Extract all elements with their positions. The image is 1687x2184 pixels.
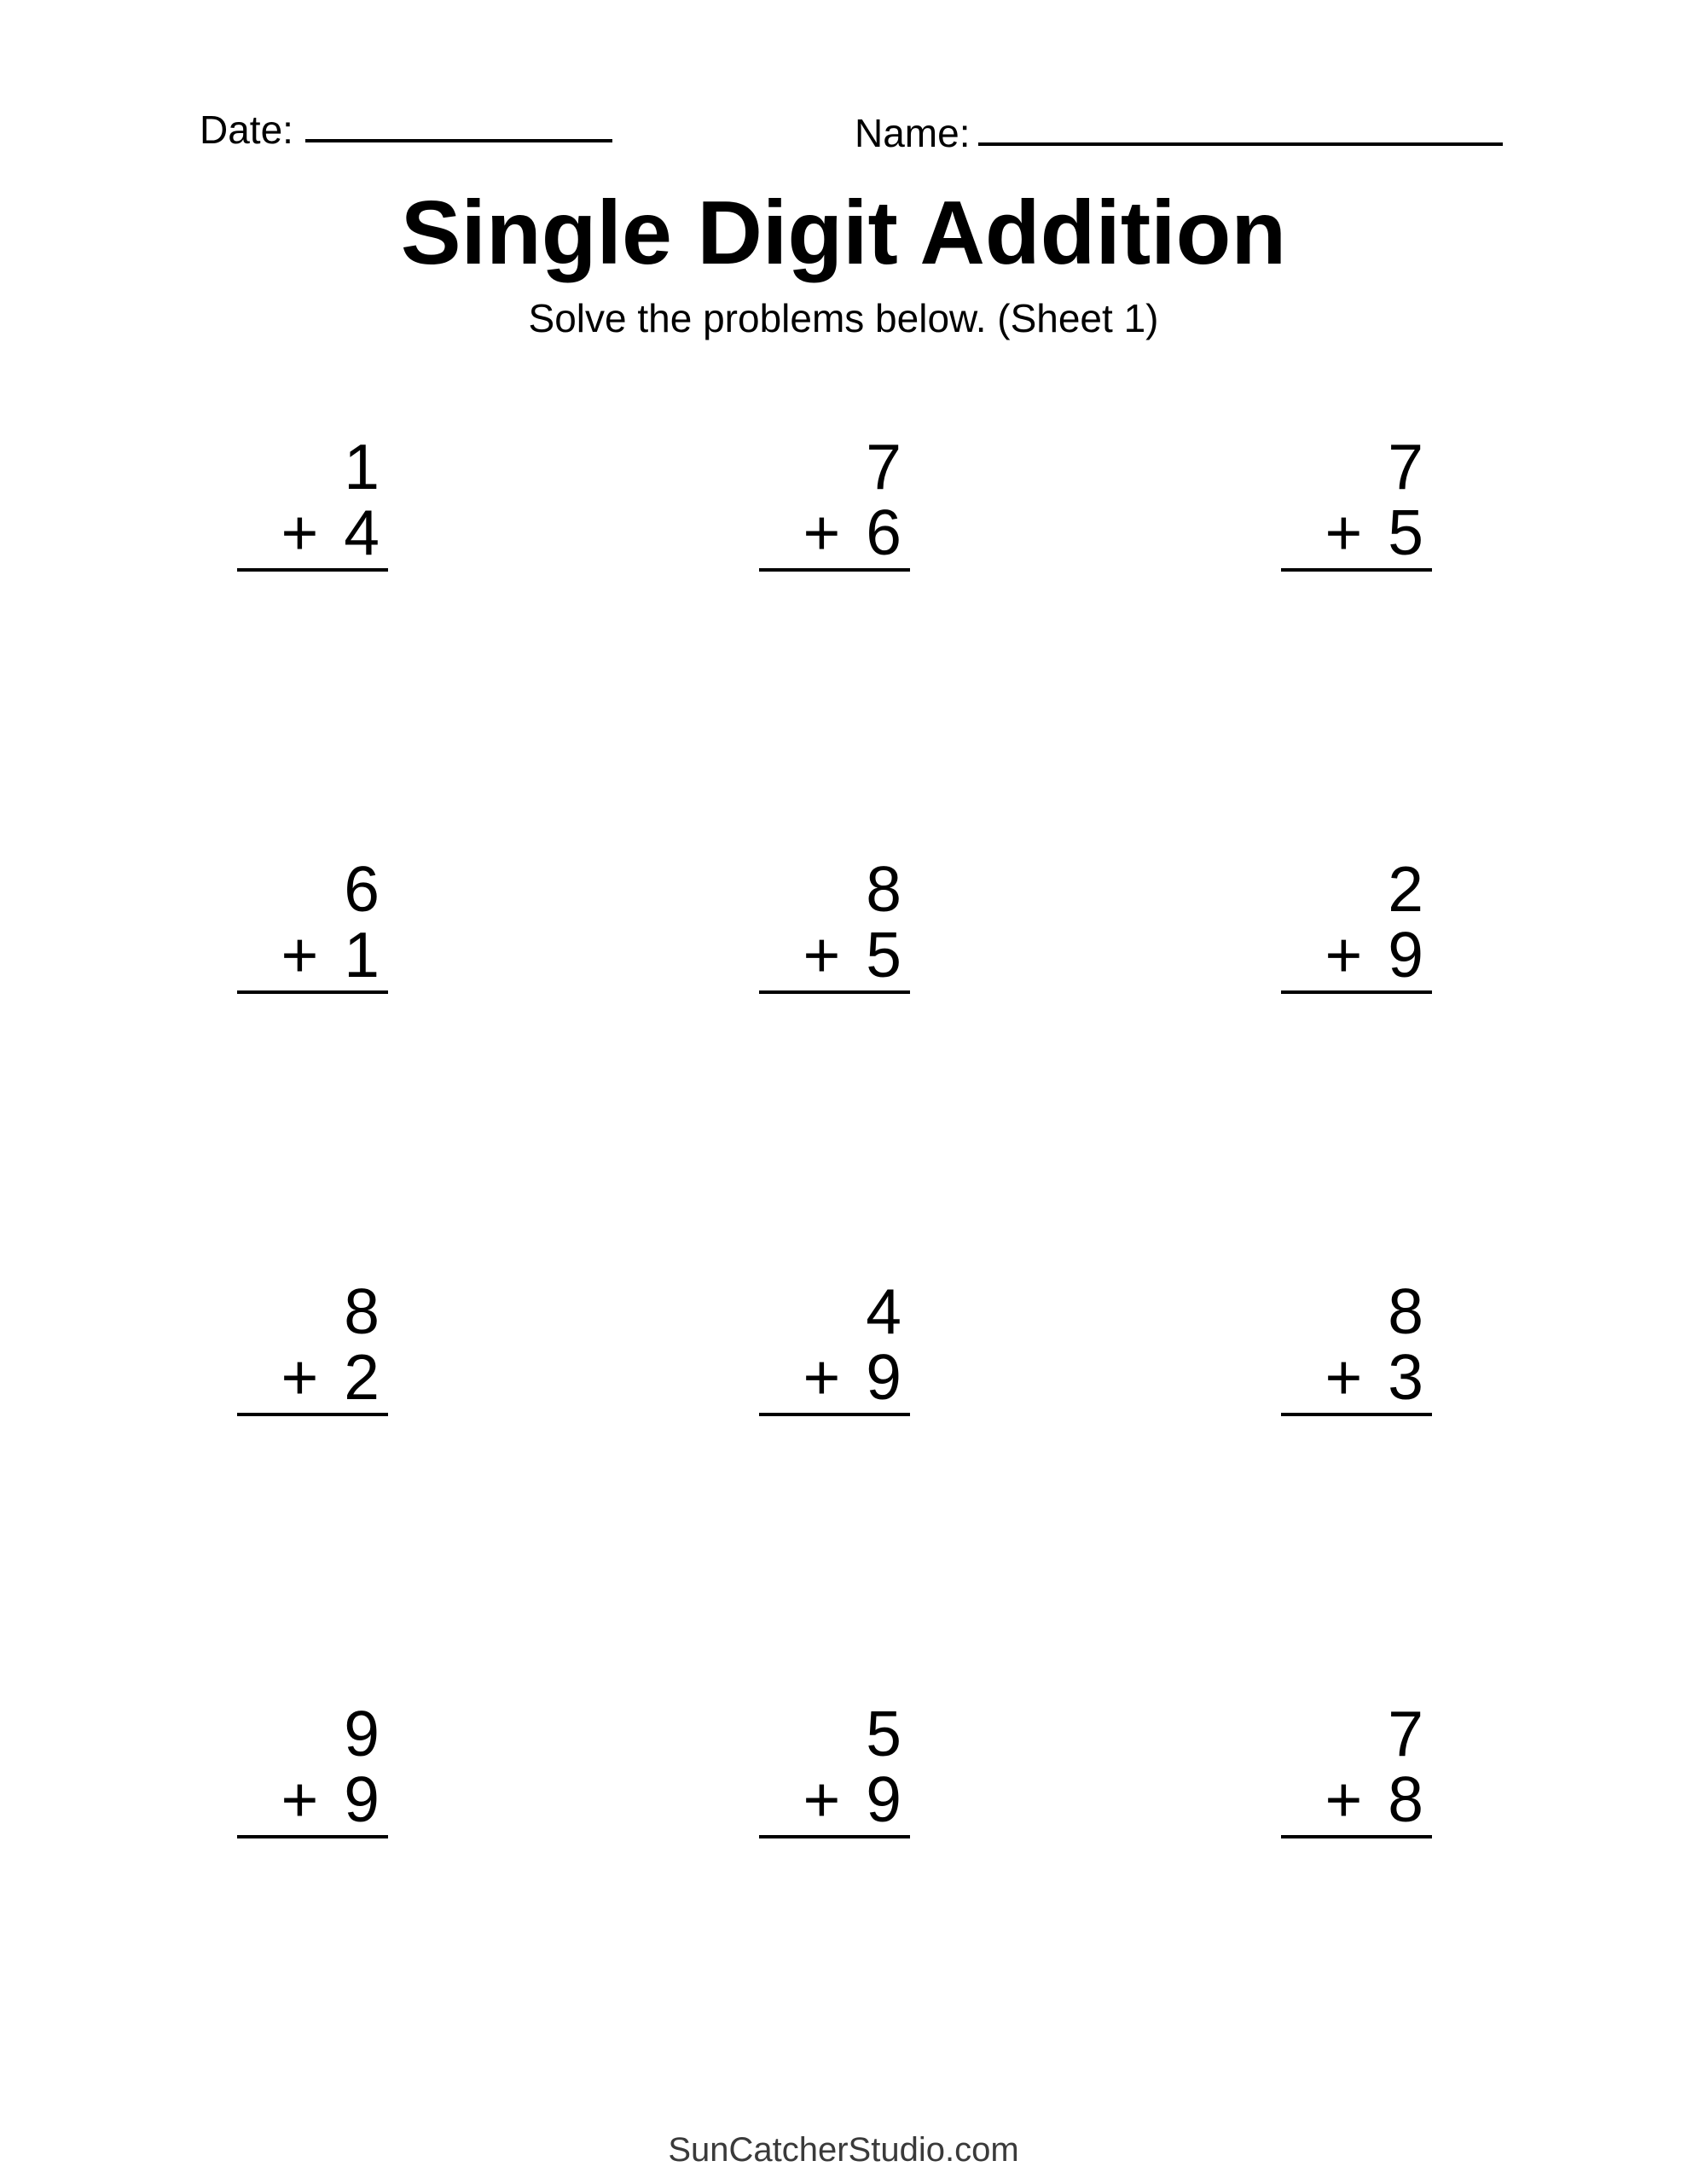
answer-line (237, 990, 388, 994)
bottom-addend-row (1281, 497, 1432, 568)
date-field (200, 107, 612, 153)
addition-problem (759, 1698, 910, 2093)
top-addend: 8 (866, 853, 901, 925)
bottom-addend: 1 (344, 919, 380, 990)
problem-stack (1281, 853, 1432, 990)
problem-stack (237, 431, 388, 568)
answer-line (759, 990, 910, 994)
bottom-addend-row (237, 1341, 388, 1413)
problem-stack (237, 853, 388, 990)
top-addend: 1 (344, 431, 380, 502)
answer-line (759, 568, 910, 572)
top-addend-row (237, 1698, 388, 1769)
addition-problem (1281, 1698, 1432, 2093)
problem-stack (237, 1275, 388, 1413)
top-addend: 8 (344, 1275, 380, 1347)
answer-line (1281, 568, 1432, 572)
top-addend: 6 (344, 853, 380, 925)
bottom-addend: 9 (866, 1763, 901, 1835)
bottom-addend: 9 (866, 1341, 901, 1413)
page-subtitle: Solve the problems below. (Sheet 1) (528, 296, 1159, 340)
name-blank-line (978, 142, 1503, 146)
bottom-addend-row (759, 1763, 910, 1835)
plus-sign: + (1325, 1341, 1363, 1413)
top-addend: 4 (866, 1275, 901, 1347)
top-addend-row (237, 431, 388, 502)
answer-line (1281, 990, 1432, 994)
top-addend: 2 (1388, 853, 1423, 925)
name-field (855, 111, 1503, 156)
problem-stack (759, 853, 910, 990)
plus-sign: + (1325, 497, 1363, 568)
addition-problem (1281, 1275, 1432, 1670)
bottom-addend-row (1281, 1763, 1432, 1835)
top-addend-row (1281, 1275, 1432, 1347)
problem-stack (1281, 1698, 1432, 1835)
bottom-addend: 9 (344, 1763, 380, 1835)
name-label: Name: (855, 111, 971, 155)
addition-problem (237, 853, 388, 1248)
bottom-addend-row (237, 497, 388, 568)
plus-sign: + (281, 1763, 319, 1835)
answer-line (1281, 1835, 1432, 1838)
footer-website: SunCatcherStudio.com (668, 2131, 1019, 2169)
answer-line (1281, 1413, 1432, 1416)
addition-problem (759, 853, 910, 1248)
plus-sign: + (281, 1341, 319, 1413)
answer-line (237, 1835, 388, 1838)
addition-problem (759, 1275, 910, 1670)
top-addend-row (1281, 431, 1432, 502)
bottom-addend-row (237, 1763, 388, 1835)
bottom-addend: 9 (1388, 919, 1423, 990)
addition-problem (237, 1698, 388, 2093)
answer-line (759, 1413, 910, 1416)
bottom-addend-row (237, 919, 388, 990)
addition-problem (237, 431, 388, 826)
plus-sign: + (803, 1763, 841, 1835)
plus-sign: + (803, 497, 841, 568)
page-title: Single Digit Addition (400, 183, 1287, 283)
date-blank-line (305, 139, 612, 142)
top-addend: 9 (344, 1698, 380, 1769)
bottom-addend: 2 (344, 1341, 380, 1413)
bottom-addend: 6 (866, 497, 901, 568)
problem-stack (1281, 1275, 1432, 1413)
plus-sign: + (1325, 919, 1363, 990)
problem-stack (759, 1698, 910, 1835)
bottom-addend-row (1281, 919, 1432, 990)
plus-sign: + (803, 919, 841, 990)
addition-problem (1281, 431, 1432, 826)
top-addend-row (759, 853, 910, 925)
top-addend: 5 (866, 1698, 901, 1769)
plus-sign: + (803, 1341, 841, 1413)
bottom-addend-row (759, 1341, 910, 1413)
bottom-addend: 8 (1388, 1763, 1423, 1835)
top-addend: 8 (1388, 1275, 1423, 1347)
problems-grid (61, 404, 1626, 2093)
top-addend-row (1281, 1698, 1432, 1769)
plus-sign: + (281, 497, 319, 568)
answer-line (237, 1413, 388, 1416)
addition-problem (1281, 853, 1432, 1248)
top-addend-row (1281, 853, 1432, 925)
top-addend-row (759, 1698, 910, 1769)
plus-sign: + (281, 919, 319, 990)
bottom-addend: 5 (866, 919, 901, 990)
addition-problem (237, 1275, 388, 1670)
bottom-addend: 4 (344, 497, 380, 568)
date-label: Date: (200, 107, 293, 152)
bottom-addend-row (759, 497, 910, 568)
answer-line (237, 568, 388, 572)
bottom-addend-row (1281, 1341, 1432, 1413)
top-addend-row (237, 1275, 388, 1347)
problem-stack (759, 1275, 910, 1413)
plus-sign: + (1325, 1763, 1363, 1835)
answer-line (759, 1835, 910, 1838)
problem-stack (1281, 431, 1432, 568)
top-addend: 7 (866, 431, 901, 502)
bottom-addend: 5 (1388, 497, 1423, 568)
bottom-addend-row (759, 919, 910, 990)
problem-stack (237, 1698, 388, 1835)
top-addend-row (759, 431, 910, 502)
top-addend-row (759, 1275, 910, 1347)
problem-stack (759, 431, 910, 568)
top-addend: 7 (1388, 431, 1423, 502)
top-addend: 7 (1388, 1698, 1423, 1769)
top-addend-row (237, 853, 388, 925)
addition-problem (759, 431, 910, 826)
bottom-addend: 3 (1388, 1341, 1423, 1413)
